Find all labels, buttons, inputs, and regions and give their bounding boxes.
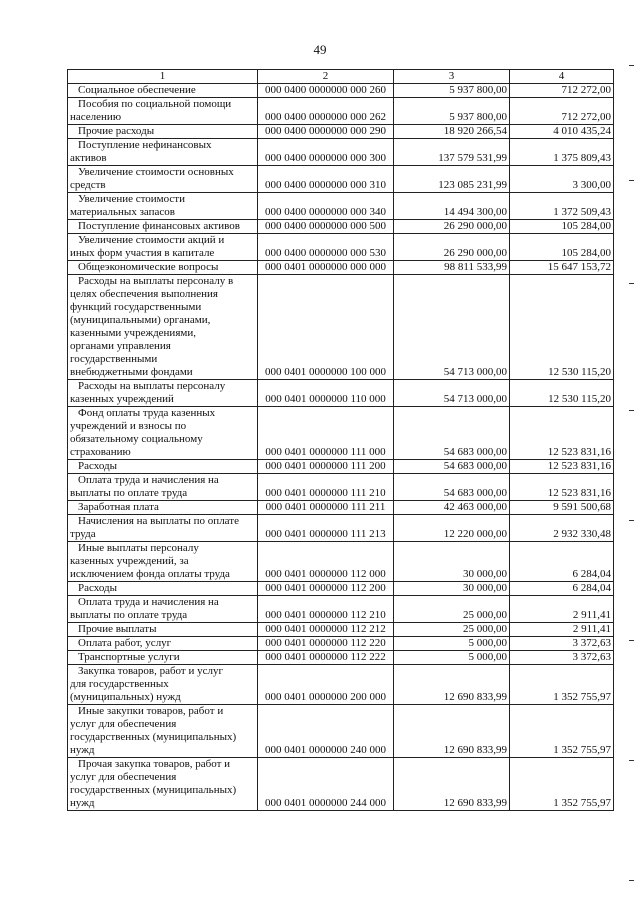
row-col4-cell: 1 372 509,43 — [510, 193, 614, 220]
row-code-cell: 000 0401 0000000 112 200 — [258, 582, 394, 596]
row-name-line: Поступление нефинансовых — [78, 139, 212, 151]
row-col3-cell: 12 690 833,99 — [394, 705, 510, 758]
row-code-cell: 000 0400 0000000 000 260 — [258, 84, 394, 98]
budget-table — [67, 69, 614, 811]
row-name-line: обязательному социальному — [70, 433, 203, 445]
header-col-3: 3 — [394, 70, 510, 84]
row-name-cell — [68, 261, 258, 275]
table-row — [68, 705, 614, 758]
row-col4-cell: 12 530 115,20 — [510, 380, 614, 407]
row-name-cell — [68, 515, 258, 542]
row-name-cell — [68, 84, 258, 98]
row-name-line: функций государственными — [70, 301, 202, 313]
row-name-line: исключением фонда оплаты труда — [70, 568, 230, 580]
row-name-line: труда — [70, 528, 96, 540]
margin-mark — [629, 410, 634, 411]
row-col4-cell: 12 523 831,16 — [510, 460, 614, 474]
row-name-line: целях обеспечения выполнения — [70, 288, 218, 300]
row-name-cell — [68, 139, 258, 166]
row-col4-cell: 3 372,63 — [510, 651, 614, 665]
row-code-cell: 000 0400 0000000 000 530 — [258, 234, 394, 261]
row-code-cell: 000 0400 0000000 000 500 — [258, 220, 394, 234]
row-code-cell: 000 0401 0000000 112 222 — [258, 651, 394, 665]
row-col4-cell: 4 010 435,24 — [510, 125, 614, 139]
row-name-cell — [68, 758, 258, 811]
row-name-line: для государственных — [70, 678, 169, 690]
row-col4-cell: 2 911,41 — [510, 596, 614, 623]
row-name-line: Прочие выплаты — [78, 623, 157, 635]
row-name-line: Расходы на выплаты персоналу — [78, 380, 226, 392]
row-name-line: Поступление финансовых активов — [78, 220, 240, 232]
row-code-cell: 000 0401 0000000 112 000 — [258, 542, 394, 582]
row-code-cell: 000 0401 0000000 200 000 — [258, 665, 394, 705]
row-code-cell: 000 0401 0000000 110 000 — [258, 380, 394, 407]
row-name-cell — [68, 582, 258, 596]
row-name-line: Общеэкономические вопросы — [78, 261, 219, 273]
row-name-line: государственных (муниципальных) — [70, 784, 237, 796]
row-code-cell: 000 0401 0000000 111 200 — [258, 460, 394, 474]
table-row — [68, 542, 614, 582]
table-row — [68, 460, 614, 474]
table-row — [68, 234, 614, 261]
row-code-cell: 000 0400 0000000 000 290 — [258, 125, 394, 139]
row-name-cell — [68, 542, 258, 582]
row-name-line: Расходы на выплаты персоналу в — [78, 275, 234, 287]
page-number: 49 — [313, 42, 327, 57]
table-row — [68, 380, 614, 407]
row-name-line: населению — [70, 111, 122, 123]
row-name-line: Транспортные услуги — [78, 651, 180, 663]
row-col3-cell: 5 000,00 — [394, 651, 510, 665]
row-name-cell — [68, 705, 258, 758]
header-col-4: 4 — [510, 70, 614, 84]
margin-mark — [629, 640, 634, 641]
row-name-line: Социальное обеспечение — [78, 84, 196, 96]
row-code-cell: 000 0401 0000000 112 210 — [258, 596, 394, 623]
row-name-line: иных форм участия в капитале — [70, 247, 215, 259]
row-col4-cell: 2 911,41 — [510, 623, 614, 637]
row-name-line: нужд — [70, 744, 95, 756]
row-code-cell: 000 0401 0000000 100 000 — [258, 275, 394, 380]
table-row — [68, 501, 614, 515]
row-col4-cell: 105 284,00 — [510, 220, 614, 234]
row-name-cell — [68, 407, 258, 460]
row-col3-cell: 12 220 000,00 — [394, 515, 510, 542]
row-col3-cell: 123 085 231,99 — [394, 166, 510, 193]
row-name-line: (муниципальных) нужд — [70, 691, 181, 703]
row-col4-cell: 9 591 500,68 — [510, 501, 614, 515]
table-row — [68, 637, 614, 651]
row-col3-cell: 98 811 533,99 — [394, 261, 510, 275]
row-name-line: казенных учреждений, за — [70, 555, 189, 567]
row-col4-cell: 3 372,63 — [510, 637, 614, 651]
row-name-line: нужд — [70, 797, 95, 809]
row-col3-cell: 54 713 000,00 — [394, 380, 510, 407]
row-col3-cell: 54 683 000,00 — [394, 460, 510, 474]
table-row — [68, 407, 614, 460]
row-col3-cell: 14 494 300,00 — [394, 193, 510, 220]
row-name-line: Прочая закупка товаров, работ и — [78, 758, 231, 770]
row-col3-cell: 42 463 000,00 — [394, 501, 510, 515]
row-col4-cell: 15 647 153,72 — [510, 261, 614, 275]
row-name-cell — [68, 474, 258, 501]
row-name-line: Закупка товаров, работ и услуг — [78, 665, 223, 677]
table-row — [68, 166, 614, 193]
row-name-line: органами управления — [70, 340, 171, 352]
row-col4-cell: 1 352 755,97 — [510, 665, 614, 705]
row-col3-cell: 30 000,00 — [394, 582, 510, 596]
table-row — [68, 515, 614, 542]
row-name-cell — [68, 665, 258, 705]
row-col4-cell: 3 300,00 — [510, 166, 614, 193]
margin-mark — [629, 283, 634, 284]
table-row — [68, 582, 614, 596]
margin-mark — [629, 65, 634, 66]
row-name-line: Иные закупки товаров, работ и — [78, 705, 224, 717]
row-code-cell: 000 0400 0000000 000 262 — [258, 98, 394, 125]
header-row — [68, 70, 614, 84]
row-code-cell: 000 0400 0000000 000 300 — [258, 139, 394, 166]
row-col4-cell: 12 523 831,16 — [510, 407, 614, 460]
row-code-cell: 000 0401 0000000 244 000 — [258, 758, 394, 811]
row-name-line: внебюджетными фондами — [70, 366, 193, 378]
row-col3-cell: 5 937 800,00 — [394, 84, 510, 98]
row-name-cell — [68, 98, 258, 125]
row-name-line: услуг для обеспечения — [70, 771, 177, 783]
table-row — [68, 665, 614, 705]
row-name-cell — [68, 380, 258, 407]
row-col3-cell: 5 937 800,00 — [394, 98, 510, 125]
row-col4-cell: 712 272,00 — [510, 98, 614, 125]
row-name-line: государственных (муниципальных) — [70, 731, 237, 743]
row-col3-cell: 30 000,00 — [394, 542, 510, 582]
table-row — [68, 220, 614, 234]
row-name-line: выплаты по оплате труда — [70, 487, 188, 499]
row-col3-cell: 25 000,00 — [394, 623, 510, 637]
row-col3-cell: 54 713 000,00 — [394, 275, 510, 380]
header-col-2: 2 — [258, 70, 394, 84]
table-row — [68, 261, 614, 275]
table-row — [68, 623, 614, 637]
row-name-line: материальных запасов — [70, 206, 175, 218]
row-code-cell: 000 0401 0000000 112 220 — [258, 637, 394, 651]
row-col3-cell: 25 000,00 — [394, 596, 510, 623]
row-name-cell — [68, 501, 258, 515]
row-code-cell: 000 0401 0000000 240 000 — [258, 705, 394, 758]
row-code-cell: 000 0401 0000000 111 211 — [258, 501, 394, 515]
row-name-line: Увеличение стоимости акций и — [78, 234, 225, 246]
margin-mark — [629, 760, 634, 761]
table-row — [68, 758, 614, 811]
row-name-line: Начисления на выплаты по оплате — [78, 515, 239, 527]
row-name-cell — [68, 596, 258, 623]
row-col4-cell: 712 272,00 — [510, 84, 614, 98]
row-name-line: учреждений и взносы по — [70, 420, 187, 432]
table-row — [68, 139, 614, 166]
row-name-line: Оплата труда и начисления на — [78, 596, 219, 608]
table-row — [68, 98, 614, 125]
table-row — [68, 651, 614, 665]
row-name-line: Увеличение стоимости — [78, 193, 185, 205]
row-name-cell — [68, 275, 258, 380]
margin-mark — [629, 180, 634, 181]
row-name-line: Прочие расходы — [78, 125, 155, 137]
row-col3-cell: 5 000,00 — [394, 637, 510, 651]
table-row — [68, 84, 614, 98]
row-name-line: Оплата труда и начисления на — [78, 474, 219, 486]
row-col3-cell: 18 920 266,54 — [394, 125, 510, 139]
row-name-cell — [68, 220, 258, 234]
row-name-cell — [68, 460, 258, 474]
row-name-line: Фонд оплаты труда казенных — [78, 407, 216, 419]
row-col4-cell: 12 523 831,16 — [510, 474, 614, 501]
table-row — [68, 474, 614, 501]
row-code-cell: 000 0401 0000000 112 212 — [258, 623, 394, 637]
row-code-cell: 000 0401 0000000 000 000 — [258, 261, 394, 275]
row-name-line: Иные выплаты персоналу — [78, 542, 199, 554]
row-col3-cell: 12 690 833,99 — [394, 758, 510, 811]
row-name-cell — [68, 623, 258, 637]
row-name-line: казенных учреждений — [70, 393, 174, 405]
row-name-line: Пособия по социальной помощи — [78, 98, 232, 110]
row-name-cell — [68, 166, 258, 193]
row-name-cell — [68, 193, 258, 220]
row-name-line: страхованию — [70, 446, 131, 458]
row-col4-cell: 6 284,04 — [510, 542, 614, 582]
row-col4-cell: 1 375 809,43 — [510, 139, 614, 166]
row-col4-cell: 6 284,04 — [510, 582, 614, 596]
table-row — [68, 193, 614, 220]
row-col3-cell: 54 683 000,00 — [394, 474, 510, 501]
row-col4-cell: 12 530 115,20 — [510, 275, 614, 380]
margin-mark — [629, 520, 634, 521]
header-col-1: 1 — [68, 70, 258, 84]
row-name-cell — [68, 637, 258, 651]
row-name-line: Заработная плата — [78, 501, 159, 513]
row-name-cell — [68, 234, 258, 261]
row-code-cell: 000 0401 0000000 111 210 — [258, 474, 394, 501]
row-col4-cell: 105 284,00 — [510, 234, 614, 261]
table-row — [68, 275, 614, 380]
row-name-line: казенными учреждениями, — [70, 327, 196, 339]
row-col4-cell: 2 932 330,48 — [510, 515, 614, 542]
row-code-cell: 000 0401 0000000 111 213 — [258, 515, 394, 542]
row-name-line: активов — [70, 152, 107, 164]
row-col3-cell: 54 683 000,00 — [394, 407, 510, 460]
row-name-line: государственными — [70, 353, 158, 365]
row-name-line: Оплата работ, услуг — [78, 637, 172, 649]
row-code-cell: 000 0401 0000000 111 000 — [258, 407, 394, 460]
row-col3-cell: 26 290 000,00 — [394, 220, 510, 234]
row-name-cell — [68, 125, 258, 139]
row-name-line: услуг для обеспечения — [70, 718, 177, 730]
row-code-cell: 000 0400 0000000 000 340 — [258, 193, 394, 220]
row-name-cell — [68, 651, 258, 665]
row-name-line: выплаты по оплате труда — [70, 609, 188, 621]
table-row — [68, 125, 614, 139]
row-code-cell: 000 0400 0000000 000 310 — [258, 166, 394, 193]
row-name-line: Расходы — [78, 582, 117, 594]
row-col4-cell: 1 352 755,97 — [510, 758, 614, 811]
table-row — [68, 596, 614, 623]
row-col3-cell: 12 690 833,99 — [394, 665, 510, 705]
row-col3-cell: 26 290 000,00 — [394, 234, 510, 261]
row-name-line: Увеличение стоимости основных — [78, 166, 234, 178]
row-name-line: средств — [70, 179, 106, 191]
row-name-line: Расходы — [78, 460, 117, 472]
margin-mark — [629, 880, 634, 881]
row-col4-cell: 1 352 755,97 — [510, 705, 614, 758]
row-name-line: (муниципальными) органами, — [70, 314, 211, 326]
row-col3-cell: 137 579 531,99 — [394, 139, 510, 166]
